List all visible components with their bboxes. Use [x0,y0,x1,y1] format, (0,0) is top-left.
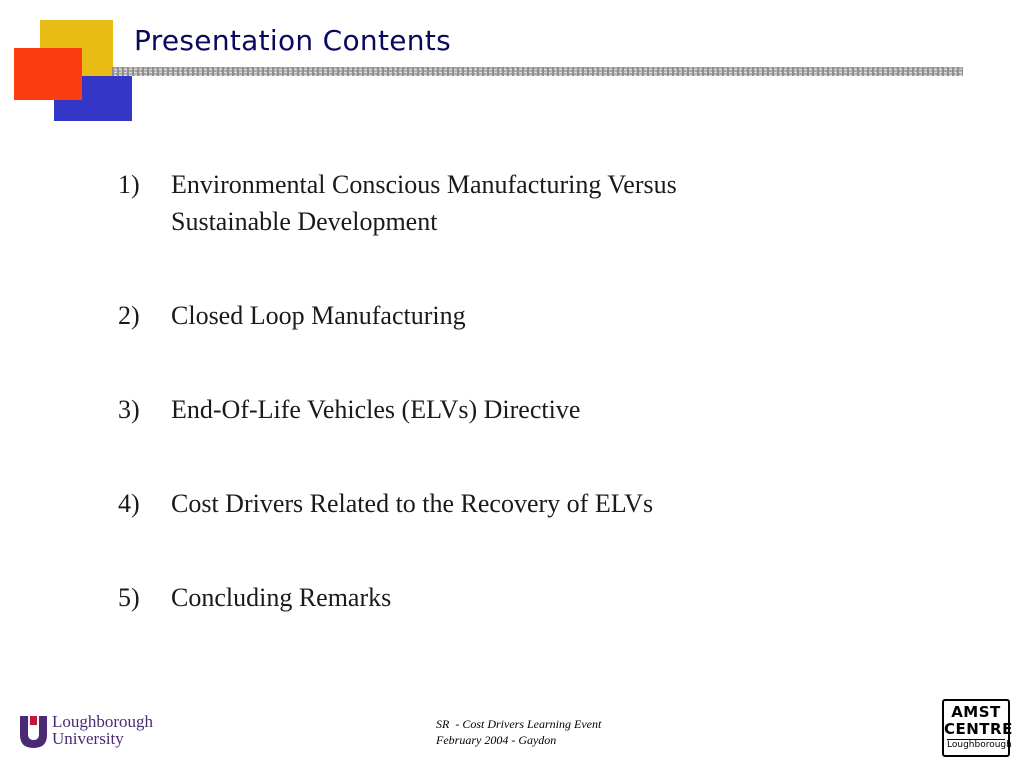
agenda-item-2 [118,297,838,334]
footer-event: SR - Cost Drivers Learning Event [436,717,602,731]
university-name [52,713,153,747]
slide-footer [436,716,601,748]
footer-date-location: February 2004 - Gaydon [436,733,557,747]
agenda-item-text: Concluding Remarks [171,583,392,612]
loughborough-university-logo [19,713,169,751]
agenda-item-text [171,166,838,240]
amst-logo-subtitle: Loughborough [947,740,1012,750]
agenda-item-text: End-Of-Life Vehicles (ELVs) Directive [171,395,581,424]
agenda-item-3 [118,391,838,428]
agenda-item-4 [118,485,838,522]
agenda-item-1 [118,166,838,240]
agenda-item-number: 2) [118,301,140,330]
agenda-item-number: 3) [118,395,140,424]
title-underline-bar [112,67,963,76]
agenda-item-text-line: Sustainable Development [171,207,438,236]
amst-logo-line: CENTRE [944,720,1013,738]
university-name-line: University [52,729,124,748]
university-shield-icon [19,715,48,749]
agenda-item-text: Closed Loop Manufacturing [171,301,466,330]
agenda-item-text: Cost Drivers Related to the Recovery of ELVs [171,489,654,518]
agenda-item-5 [118,579,838,616]
agenda-item-number: 1) [118,170,140,199]
decorative-red-square [14,48,82,100]
agenda-item-number: 5) [118,583,140,612]
university-name-line: Loughborough [52,712,154,731]
agenda-item-text-line: Environmental Conscious Manufacturing Versus [171,170,677,199]
agenda-item-number: 4) [118,489,140,518]
amst-centre-logo [942,699,1013,757]
slide-title: Presentation Contents [134,24,451,57]
amst-logo-line: AMST [951,703,1001,721]
agenda-list [118,166,838,673]
